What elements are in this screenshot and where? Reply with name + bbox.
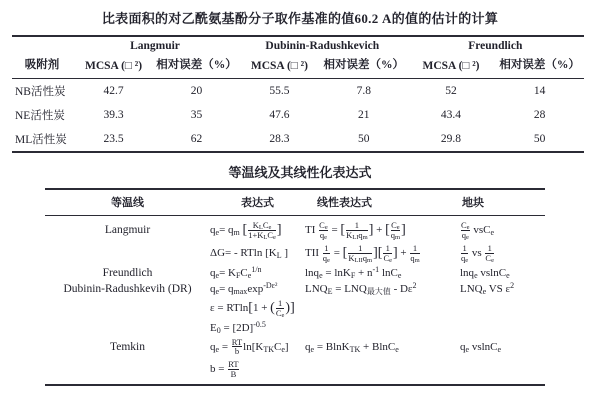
linear-expression-cell: TII $\frac{1}{q_e}$ = [ $\frac{1}{K_{LII}q_m}$ ][ $\frac{1}{C_e}$ ] + $\frac{1}{q_m}$ [305, 242, 420, 264]
value-cell: 42.7 [103, 85, 124, 97]
expression-cell: ε = RTln[1 + ( $\frac{1}{C_e}$ )] [210, 297, 295, 319]
value-cell: 47.6 [269, 109, 290, 121]
isotherm-name: Freundlich [102, 266, 153, 279]
value-cell: 39.3 [103, 109, 124, 121]
t1-col-header: MCSA (□ ²) [85, 60, 143, 72]
isotherm-expressions-table [45, 188, 545, 386]
t1-col-header: 相对误差（%） [323, 59, 404, 71]
t1-body [12, 79, 584, 153]
t1-col-header: MCSA (□ ²) [422, 60, 480, 72]
value-cell: 21 [358, 109, 370, 121]
plot-cell [460, 297, 545, 320]
t1-col-header: MCSA (□ ²) [250, 60, 308, 72]
linear-expression-cell [305, 358, 460, 385]
plot-cell [460, 320, 545, 336]
expression-cell: $q_e= K_FC_e^{1/n}$ [210, 264, 262, 280]
t1-group-header: Freundlich [468, 40, 523, 52]
t2-col-header-expression: 表达式 [241, 197, 274, 209]
table-row [45, 320, 545, 336]
t1-head [12, 36, 584, 79]
expression-cell: $q_e$ = $\frac{RT}{b}$ $\ln[K_{TK}C_e]$ [210, 336, 289, 357]
value-cell: 50 [533, 133, 546, 145]
table-row [12, 127, 584, 152]
table-row [12, 79, 584, 104]
value-cell: 14 [533, 85, 546, 97]
linear-expression-cell: TI $\frac{C_e}{q_e}$ = [ $\frac{1}{K_{LI}q_m}$ ] + [ $\frac{C_e}{q_m}$ ] [305, 220, 406, 241]
t2-col-header-plot: 地块 [462, 197, 484, 209]
plot-cell: $\frac{1}{q_e}$ vs $\frac{1}{C_e}$ [461, 242, 494, 264]
t1-col-header: 相对误差（%） [499, 59, 580, 71]
plot-cell: $LNQ_e$ VS $\varepsilon^2$ [460, 280, 515, 296]
plot-cell [460, 358, 545, 385]
table-row [45, 242, 545, 265]
value-cell: 23.5 [103, 133, 124, 145]
t2-head [45, 189, 545, 216]
table-row [45, 265, 545, 281]
adsorption-results-table [12, 35, 584, 153]
table-row [45, 216, 545, 242]
t2-body [45, 216, 545, 386]
linear-expression-cell [305, 320, 460, 336]
value-cell: 55.5 [269, 85, 290, 97]
value-cell: 43.4 [440, 109, 462, 121]
value-cell: 62 [190, 133, 203, 145]
table2-caption: 等温线及其线性化表达式 [228, 165, 372, 180]
isotherm-name [45, 320, 210, 336]
expression-cell: $q_e= q_{max}\exp^{-D\varepsilon^2}$ [210, 280, 278, 296]
linear-expression-cell: $q_e = BlnK_{TK} + BlnC_e$ [305, 340, 399, 354]
linear-expression-cell: $\ln q_e = \ln K_F + n^{-1}$ lnC$_e$ [305, 264, 402, 280]
value-cell: 29.8 [440, 133, 462, 145]
adsorbent-label: NE活性炭 [15, 110, 65, 122]
isotherm-name: Dubinin-Radushkevih (DR) [63, 282, 192, 295]
t1-header-row [12, 52, 584, 79]
expression-cell: $E_0 = [2D]^{-0.5}$ [210, 319, 266, 335]
isotherm-name [45, 242, 210, 265]
table1-caption: 比表面积的对乙酰氨基酚分子取作基准的值60.2 A的值的估计的计算 [101, 11, 499, 26]
t1-group-row [12, 36, 584, 52]
isotherm-name [45, 358, 210, 385]
plot-cell: $q_e$ vslnC$_e$ [460, 340, 502, 354]
isotherm-name: Langmuir [104, 224, 151, 237]
t1-group-header: Langmuir [130, 40, 180, 52]
isotherm-name: Temkin [110, 340, 145, 353]
table-row [45, 358, 545, 385]
adsorbent-label: NB活性炭 [15, 86, 66, 98]
t2-col-header-linear: 线性表达式 [317, 197, 372, 209]
value-cell: 28.3 [269, 133, 290, 145]
t2-header-row [45, 189, 545, 216]
plot-cell: lnq$_e$ vslnC$_e$ [460, 266, 510, 280]
expression-cell: $q_e= q_m$ [ $\frac{K_LC_e}{1+K_LC_e}$ ] [210, 220, 282, 241]
linear-expression-cell [305, 297, 460, 320]
t2-col-header-isotherm: 等温线 [111, 197, 144, 209]
value-cell: 50 [358, 133, 370, 145]
t1-col-header: 吸附剂 [24, 59, 60, 71]
table-row [45, 297, 545, 320]
value-cell: 20 [190, 85, 203, 97]
table-row [45, 281, 545, 297]
value-cell: 35 [190, 109, 203, 121]
value-cell: 7.8 [356, 85, 371, 97]
t1-group-header: Dubinin-Radushkevich [265, 40, 380, 52]
table-row [12, 103, 584, 127]
value-cell: 28 [533, 109, 546, 121]
value-cell: 52 [445, 85, 457, 97]
adsorbent-label: ML活性炭 [15, 134, 67, 146]
t1-col-header: 相对误差（%） [156, 59, 237, 71]
t1-group-spacer [12, 36, 72, 52]
plot-cell: $\frac{C_e}{q_e}$ vsC$_e$ [461, 220, 494, 241]
table-row [45, 336, 545, 359]
expression-cell: ΔG= - RTln [$K_L$ ] [210, 247, 289, 261]
isotherm-name [45, 297, 210, 320]
expression-cell: b = $\frac{RT}{B}$ [210, 359, 239, 380]
linear-expression-cell: $LNQ_E = LNQ_{最大值} - D\varepsilon^2$ [305, 280, 417, 296]
